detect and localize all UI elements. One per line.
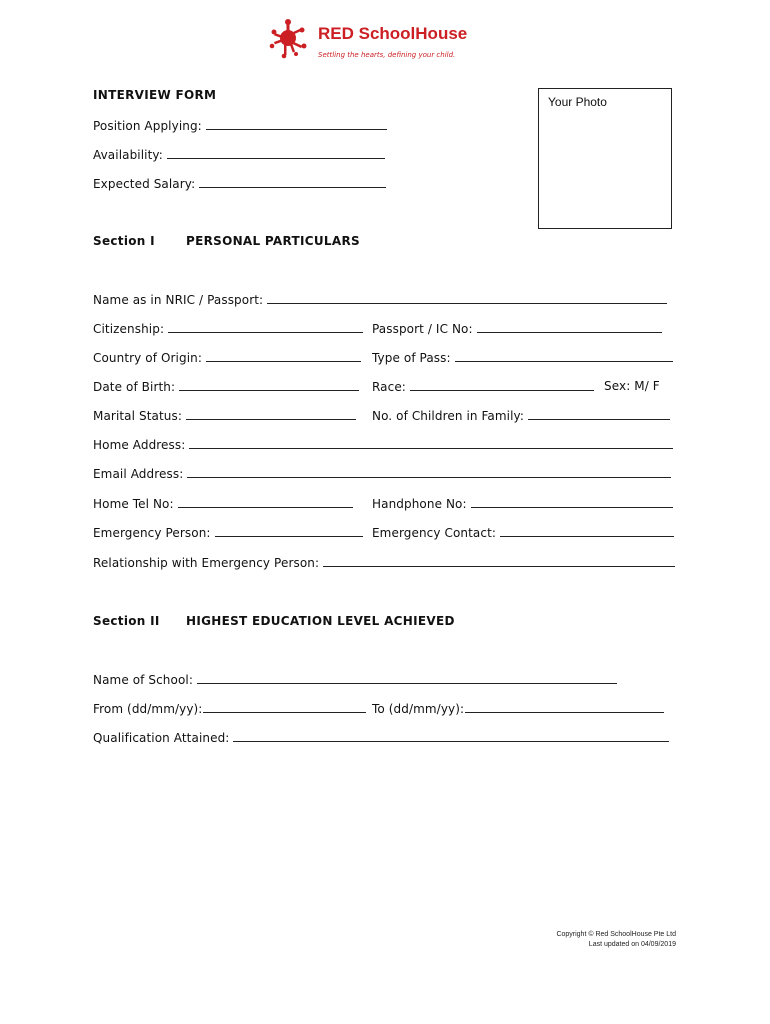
position-applying-line[interactable] bbox=[206, 118, 387, 130]
citizenship-line[interactable] bbox=[168, 321, 363, 333]
sex-field[interactable]: Sex: M/ F bbox=[604, 379, 660, 393]
relationship-label: Relationship with Emergency Person: bbox=[93, 556, 320, 570]
passport-label: Passport / IC No: bbox=[372, 322, 473, 336]
marital-label: Marital Status: bbox=[93, 409, 182, 423]
section1-title: PERSONAL PARTICULARS bbox=[186, 234, 360, 248]
emergency-contact-label: Emergency Contact: bbox=[372, 526, 497, 540]
handphone-line[interactable] bbox=[471, 496, 673, 508]
email-label: Email Address: bbox=[93, 467, 184, 481]
brand-name: RED SchoolHouse bbox=[318, 24, 468, 43]
dob-line[interactable] bbox=[179, 379, 359, 391]
school-label: Name of School: bbox=[93, 673, 193, 687]
school-field[interactable] bbox=[93, 672, 617, 687]
section1-number: Section I bbox=[93, 234, 155, 248]
pass-type-label: Type of Pass: bbox=[372, 351, 451, 365]
children-field[interactable] bbox=[372, 408, 670, 423]
name-label: Name as in NRIC / Passport: bbox=[93, 293, 264, 307]
position-applying-label: Position Applying: bbox=[93, 119, 202, 133]
home-tel-label: Home Tel No: bbox=[93, 497, 174, 511]
availability-label: Availability: bbox=[93, 148, 163, 162]
photo-label: Your Photo bbox=[548, 95, 607, 109]
children-label: No. of Children in Family: bbox=[372, 409, 524, 423]
availability-line[interactable] bbox=[167, 147, 385, 159]
home-tel-field[interactable] bbox=[93, 496, 353, 511]
from-date-field[interactable] bbox=[93, 701, 366, 716]
emergency-person-line[interactable] bbox=[215, 525, 363, 537]
footer-copyright: Copyright © Red SchoolHouse Pte Ltd bbox=[556, 931, 676, 938]
section2-number: Section II bbox=[93, 614, 160, 628]
citizenship-field[interactable] bbox=[93, 321, 363, 336]
to-date-line[interactable] bbox=[465, 701, 664, 713]
expected-salary-line[interactable] bbox=[199, 176, 386, 188]
children-line[interactable] bbox=[528, 408, 670, 420]
school-line[interactable] bbox=[197, 672, 617, 684]
home-tel-line[interactable] bbox=[178, 496, 353, 508]
form-title: INTERVIEW FORM bbox=[93, 88, 217, 102]
from-date-line[interactable] bbox=[203, 701, 366, 713]
passport-field[interactable] bbox=[372, 321, 662, 336]
race-field[interactable] bbox=[372, 379, 594, 394]
photo-box[interactable] bbox=[538, 88, 672, 229]
to-date-field[interactable] bbox=[372, 701, 664, 716]
to-date-label: To (dd/mm/yy): bbox=[372, 702, 465, 716]
relationship-line[interactable] bbox=[323, 555, 675, 567]
home-address-label: Home Address: bbox=[93, 438, 186, 452]
email-line[interactable] bbox=[187, 466, 671, 478]
country-label: Country of Origin: bbox=[93, 351, 202, 365]
name-line[interactable] bbox=[267, 292, 667, 304]
expected-salary-field[interactable] bbox=[93, 176, 386, 191]
handphone-label: Handphone No: bbox=[372, 497, 467, 511]
from-date-label: From (dd/mm/yy): bbox=[93, 702, 203, 716]
availability-field[interactable] bbox=[93, 147, 385, 162]
section2-title: HIGHEST EDUCATION LEVEL ACHIEVED bbox=[186, 614, 455, 628]
citizenship-label: Citizenship: bbox=[93, 322, 165, 336]
country-field[interactable] bbox=[93, 350, 361, 365]
race-label: Race: bbox=[372, 380, 406, 394]
marital-line[interactable] bbox=[186, 408, 356, 420]
dob-label: Date of Birth: bbox=[93, 380, 176, 394]
race-line[interactable] bbox=[410, 379, 594, 391]
pass-type-field[interactable] bbox=[372, 350, 673, 365]
position-applying-field[interactable] bbox=[93, 118, 387, 133]
dob-field[interactable] bbox=[93, 379, 359, 394]
qualification-line[interactable] bbox=[233, 730, 669, 742]
email-field[interactable] bbox=[93, 466, 671, 481]
name-field[interactable] bbox=[93, 292, 667, 307]
handphone-field[interactable] bbox=[372, 496, 673, 511]
expected-salary-label: Expected Salary: bbox=[93, 177, 196, 191]
emergency-person-field[interactable] bbox=[93, 525, 363, 540]
qualification-field[interactable] bbox=[93, 730, 669, 745]
emergency-person-label: Emergency Person: bbox=[93, 526, 211, 540]
marital-field[interactable] bbox=[93, 408, 356, 423]
country-line[interactable] bbox=[206, 350, 361, 362]
brand-tagline: Settling the hearts, defining your child. bbox=[318, 51, 456, 59]
emergency-contact-line[interactable] bbox=[500, 525, 674, 537]
qualification-label: Qualification Attained: bbox=[93, 731, 230, 745]
home-address-line[interactable] bbox=[189, 437, 673, 449]
home-address-field[interactable] bbox=[93, 437, 673, 452]
passport-line[interactable] bbox=[477, 321, 662, 333]
pass-type-line[interactable] bbox=[455, 350, 673, 362]
relationship-field[interactable] bbox=[93, 555, 675, 570]
emergency-contact-field[interactable] bbox=[372, 525, 674, 540]
footer-updated: Last updated on 04/09/2019 bbox=[588, 941, 676, 948]
